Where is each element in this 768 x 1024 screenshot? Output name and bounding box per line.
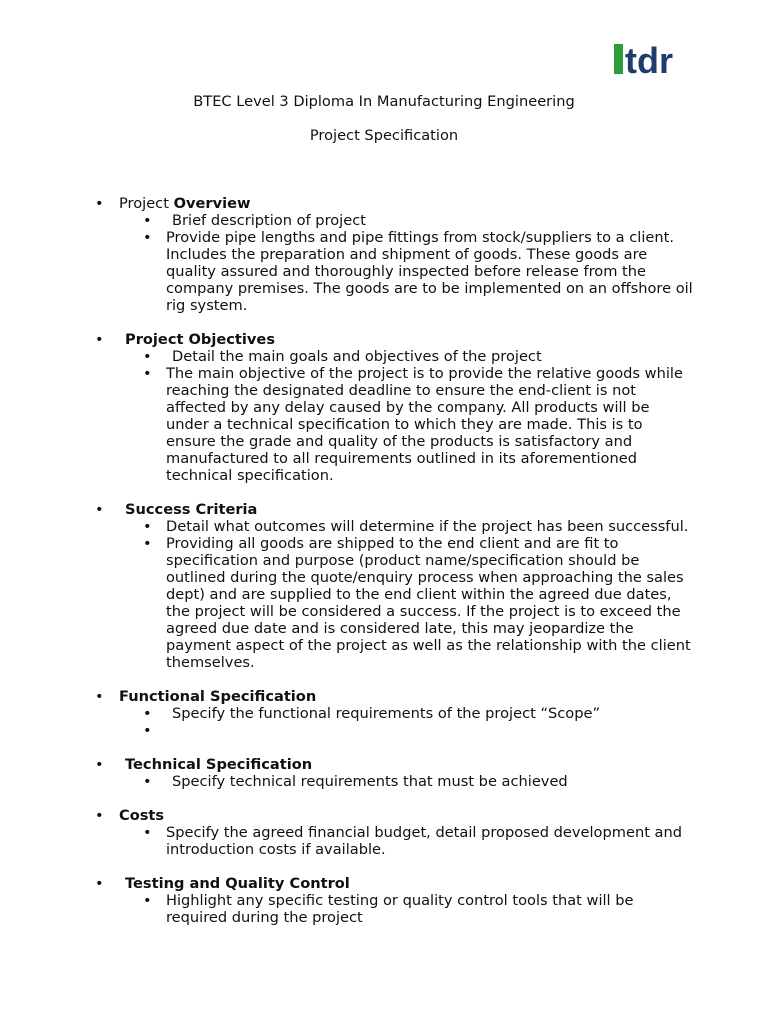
section-testing-quality-control	[0, 875, 768, 926]
tdr-logo	[614, 40, 698, 82]
bullet-icon: •	[95, 195, 104, 212]
section-title: Testing and Quality Control	[125, 875, 350, 892]
section-list	[0, 195, 768, 943]
item-text: Specify technical requirements that must be achieved	[172, 773, 568, 790]
bullet-icon: •	[143, 535, 152, 552]
section-success-criteria	[0, 501, 768, 671]
item-text: Highlight any specific testing or quality control tools that will be required during the project	[166, 892, 634, 926]
list-item	[0, 212, 696, 229]
bullet-icon: •	[143, 348, 152, 365]
list-item	[0, 518, 696, 535]
bullet-icon: •	[143, 705, 152, 722]
section-technical-specification	[0, 756, 768, 790]
bullet-icon: •	[143, 229, 152, 246]
list-item	[0, 535, 696, 671]
bullet-icon: •	[143, 365, 152, 382]
section-title: Success Criteria	[125, 501, 258, 518]
bullet-icon: •	[143, 212, 152, 229]
bullet-icon: •	[143, 892, 152, 909]
section-project-objectives	[0, 331, 768, 484]
bullet-icon: •	[95, 756, 104, 773]
section-heading	[0, 688, 768, 705]
document-subtitle: Project Specification	[309, 127, 459, 144]
bullet-icon: •	[143, 773, 152, 790]
list-item	[0, 722, 696, 739]
item-text: Specify the agreed financial budget, detail proposed development and introduction costs if available.	[166, 824, 683, 858]
document-title: BTEC Level 3 Diploma In Manufacturing Engineering	[193, 93, 575, 110]
bullet-icon: •	[95, 875, 104, 892]
section-heading	[0, 756, 768, 773]
section-costs	[0, 807, 768, 858]
bullet-icon: •	[143, 824, 152, 841]
item-text: Detail what outcomes will determine if the project has been successful.	[166, 518, 689, 535]
section-title: Technical Specification	[125, 756, 313, 773]
list-item	[0, 229, 696, 314]
section-prefix: Project	[119, 195, 174, 212]
bullet-icon: •	[95, 331, 104, 348]
section-title: Project Objectives	[125, 331, 276, 348]
section-project-overview	[0, 195, 768, 314]
item-text: Provide pipe lengths and pipe fittings from stock/suppliers to a client. Includes the preparation and shipment of goods. These goods are quality assured and thoroughly inspected before release from the company premises. The goods are to be implemented on an offshore oil rig system.	[166, 229, 693, 314]
section-title: Functional Specification	[119, 688, 317, 705]
section-heading	[0, 331, 768, 348]
list-item	[0, 365, 696, 484]
bullet-icon: •	[143, 518, 152, 535]
section-heading	[0, 501, 768, 518]
section-heading	[0, 195, 768, 212]
item-text: The main objective of the project is to provide the relative goods while reaching the designated deadline to ensure the end-client is not affected by any delay caused by the company. All products will be under a technical specification to which they are made. This is to ensure the grade and quality of the products is satisfactory and manufactured to all requirements outlined in its aforementioned technical specification.	[166, 365, 683, 484]
item-text: Detail the main goals and objectives of the project	[172, 348, 542, 365]
bullet-icon: •	[143, 722, 152, 739]
section-functional-specification	[0, 688, 768, 739]
section-title: Overview	[173, 195, 251, 212]
item-text: Providing all goods are shipped to the end client and are fit to specification and purpose (product name/specification should be outlined during the quote/enquiry process when approaching the sales dept) and are supplied to the end client within the agreed due dates, the project will be considered a success. If the project is to exceed the agreed due date and is considered late, this may jeopardize the payment aspect of the project as well as the relationship with the client themselves.	[166, 535, 691, 671]
list-item	[0, 892, 696, 926]
list-item	[0, 824, 696, 858]
item-text: Specify the functional requirements of the project “Scope”	[172, 705, 601, 722]
item-text: Brief description of project	[172, 212, 366, 229]
section-title: Costs	[119, 807, 165, 824]
section-heading	[0, 807, 768, 824]
list-item	[0, 348, 696, 365]
bullet-icon: •	[95, 807, 104, 824]
bullet-icon: •	[95, 501, 104, 518]
list-item	[0, 705, 696, 722]
logo-text: tdr	[625, 40, 673, 81]
section-heading	[0, 875, 768, 892]
bullet-icon: •	[95, 688, 104, 705]
list-item	[0, 773, 696, 790]
